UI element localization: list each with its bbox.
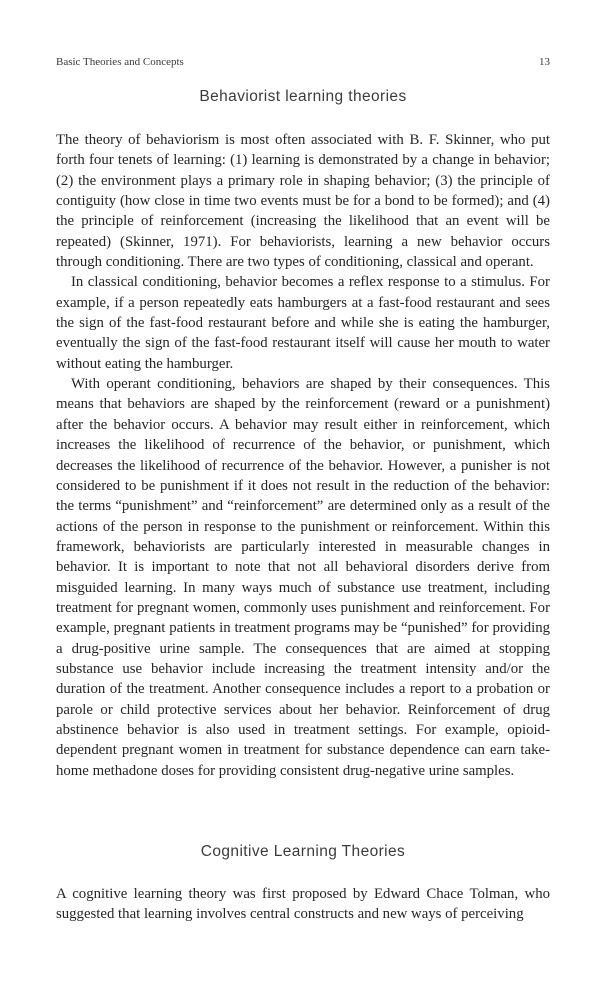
section-heading-behaviorist: Behaviorist learning theories bbox=[199, 88, 407, 105]
section-body-cognitive bbox=[56, 884, 550, 925]
section-heading-cognitive: Cognitive Learning Theories bbox=[200, 843, 406, 860]
section-body-behaviorist bbox=[56, 130, 550, 781]
running-head-title: Basic Theories and Concepts bbox=[56, 56, 184, 68]
paragraph: The theory of behaviorism is most often associated with B. F. Skinner, who put forth four tenets of learning: (1) learning is demonstrated by a change in behavior; (2) the environment plays a primary role in shaping behavior; (3) the principle of contiguity (how close in time two events must be for a bond to be formed); and (4) the principle of reinforcement (increasing the likelihood that an event will be repeated) (Skinner, 1971). For behaviorists, learning a new behavior occurs through conditioning. There are two types of conditioning, classical and operant. bbox=[56, 132, 550, 271]
page-number: 13 bbox=[539, 56, 550, 68]
running-head bbox=[56, 55, 550, 69]
paragraph: In classical conditioning, behavior becomes a reflex response to a stimulus. For example, if a person repeatedly eats hamburgers at a fast-food restaurant and sees the sign of the fast-food restaurant before and while she is eating the hamburger, eventually the sign of the fast-food restaurant itself will cause her mouth to water without eating the hamburger. bbox=[56, 274, 550, 372]
paragraph: A cognitive learning theory was first proposed by Edward Chace Tolman, who suggested that learning involves central constructs and new ways of perceiving bbox=[56, 886, 550, 923]
paragraph: With operant conditioning, behaviors are shaped by their consequences. This means that behaviors are shaped by the reinforcement (reward or a punishment) after the behavior occurs. A behavior may result either in reinforcement, which increases the likelihood of recurrence of the behavior, or punishment, which decreases the likelihood of recurrence of the behavior. However, a punisher is not considered to be punishment if it does not result in the reduction of the behavior: the terms “punishment” and “reinforcement” are determined only as a result of the actions of the person in response to the punishment or reinforcement. Within this framework, behaviorists are particularly interested in measurable changes in behavior. It is important to note that not all behavioral disorders derive from misguided learning. In many ways much of substance use treatment, including treatment for pregnant women, commonly uses punishment and reinforcement. For example, pregnant patients in treatment programs may be “punished” for providing a drug-positive urine sample. The consequences that are aimed at stopping substance use behavior include increasing the treatment intensity and/or the duration of the treatment. Another consequence includes a report to a probation or parole or child protective services about her behavior. Reinforcement of drug abstinence behavior is also used in treatment settings. For example, opioid-dependent pregnant women in treatment for substance dependence can earn take-home methadone doses for providing consistent drug-negative urine samples. bbox=[56, 376, 550, 779]
